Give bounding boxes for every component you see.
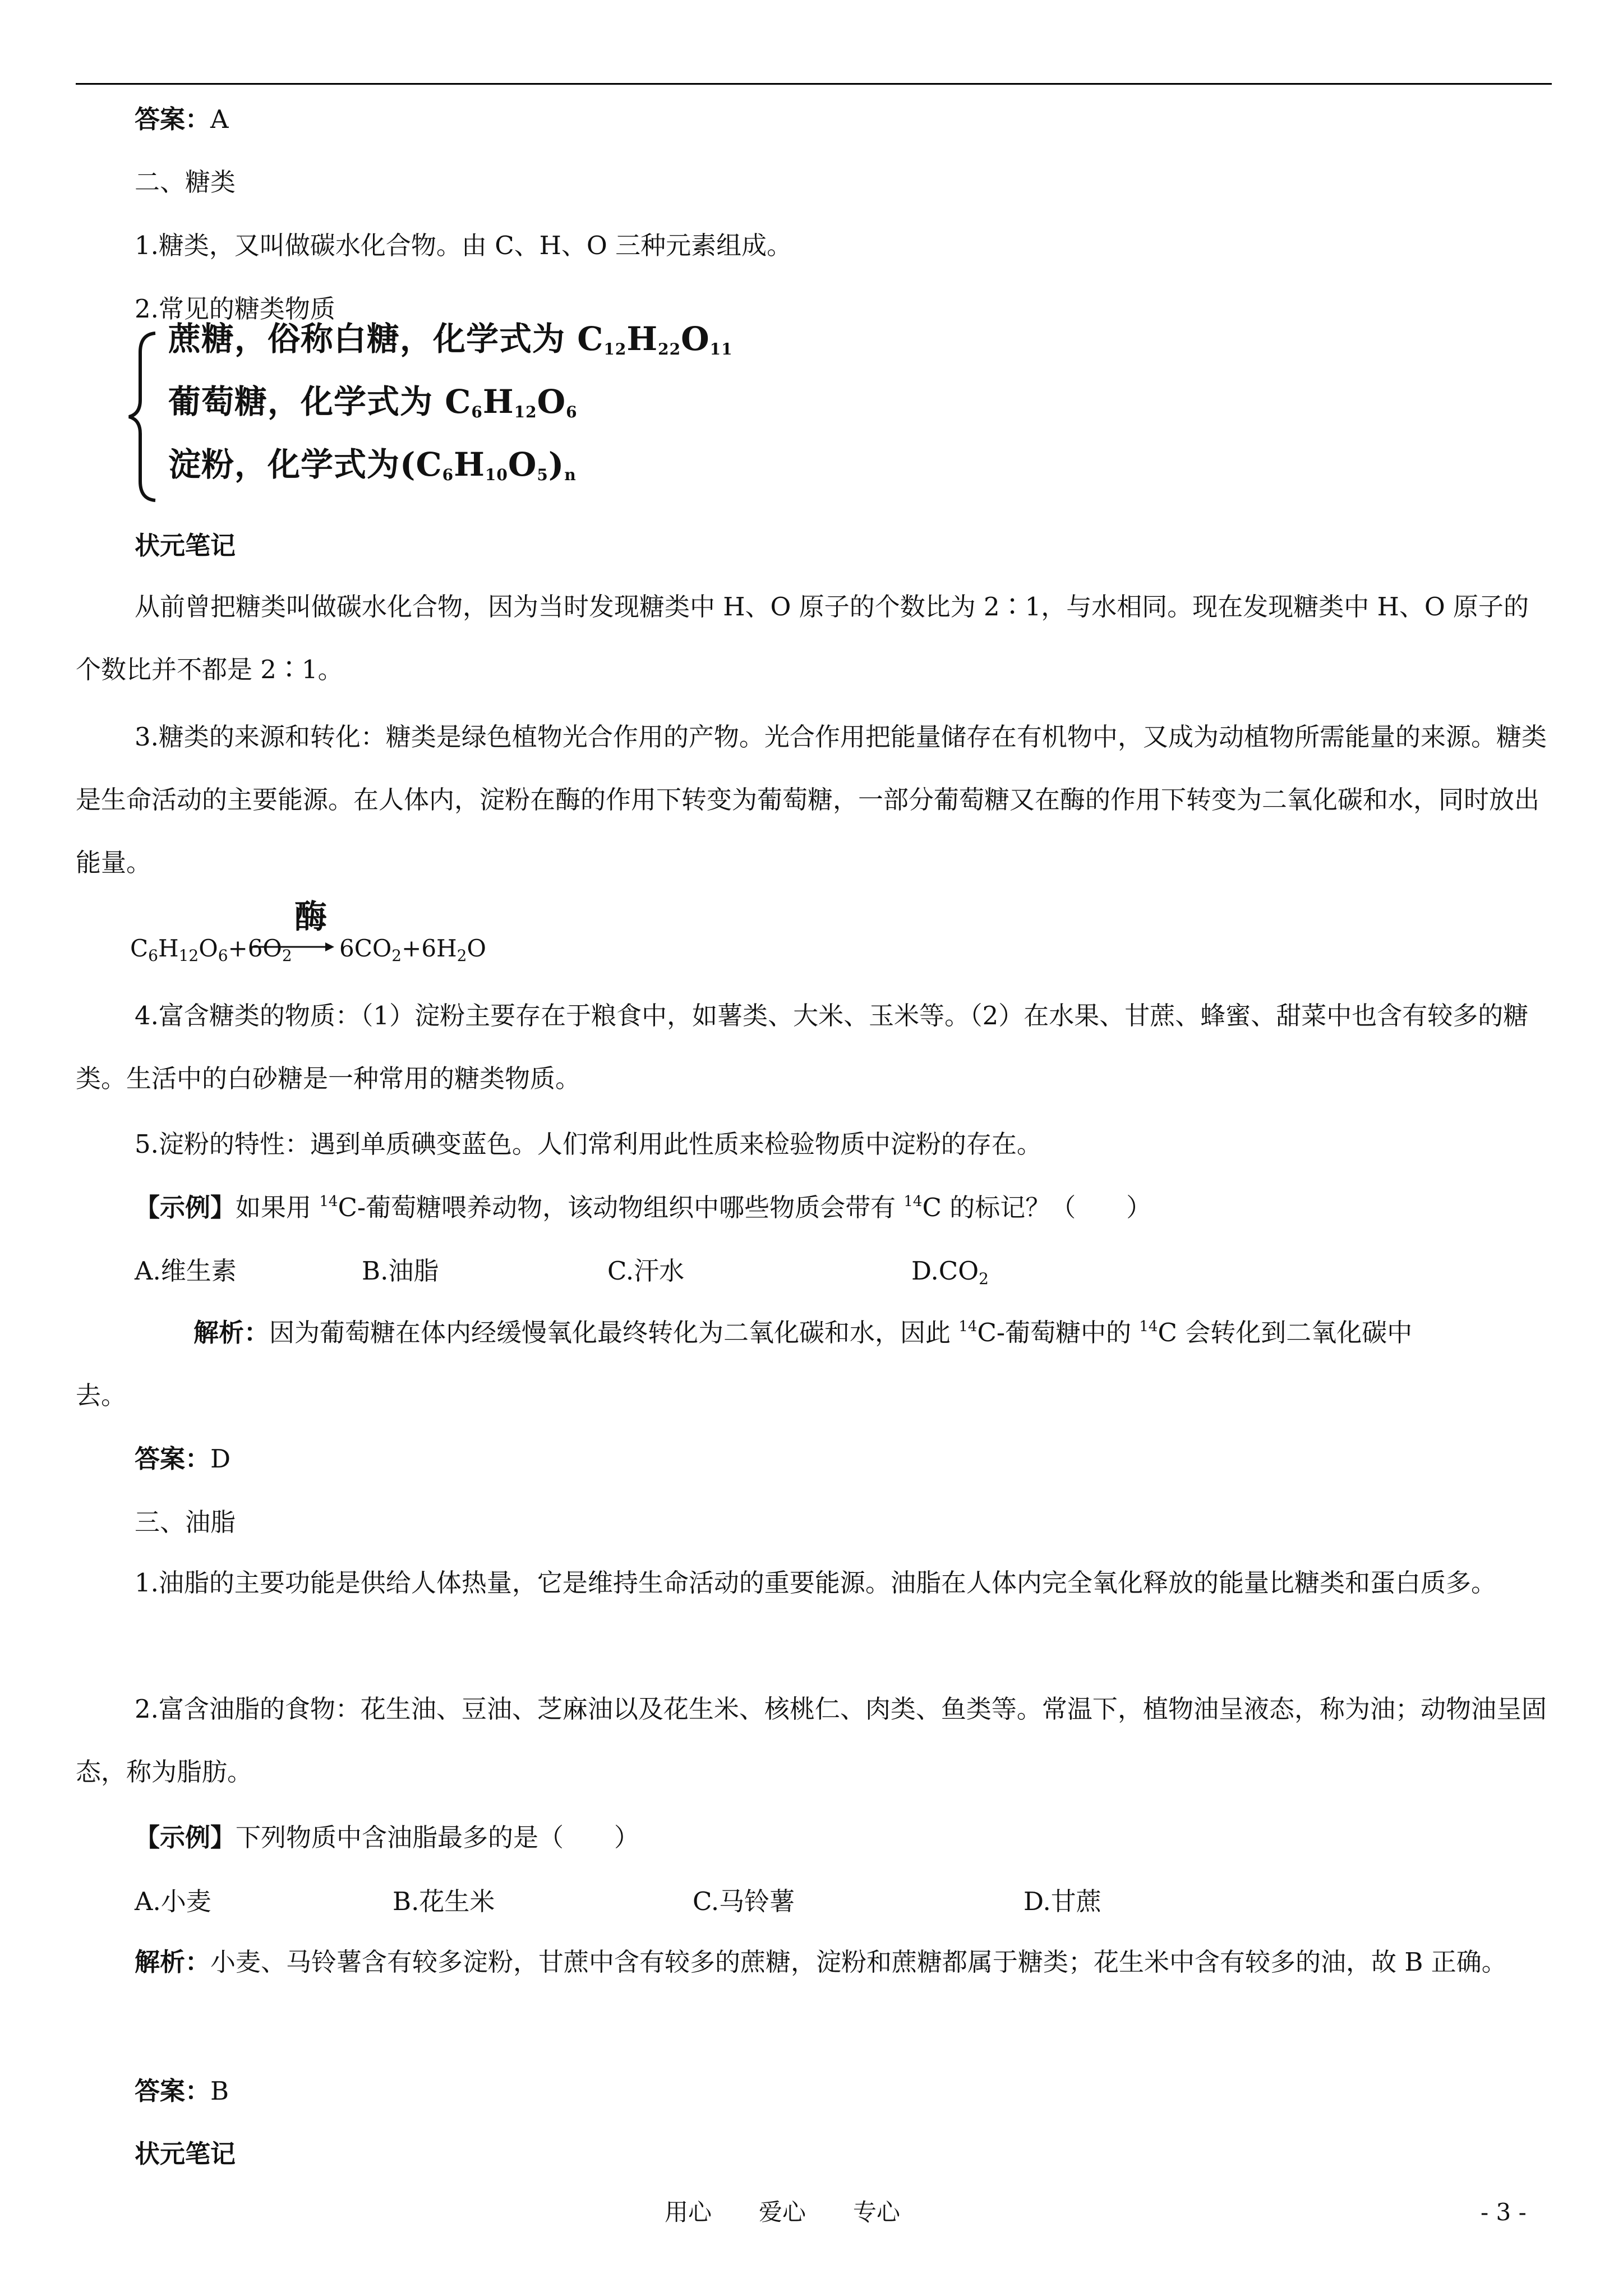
analysis-1-line2: 去。 [76,1381,127,1410]
starch-line: 淀粉，化学式为$(C_6H_{10}O_5)_n$ [168,445,577,484]
enzyme-label: 酶 [294,898,328,936]
note-paragraph: 从前曾把糖类叫做碳水化合物，因为当时发现糖类中 H、O 原子的个数比为 2∶1，与水相同。现在发现糖类中 H、O 原子的个数比并不都是 2∶1。 [76,592,1529,684]
answer-a: 答案：A [135,104,229,134]
oil-function-paragraph: 1.油脂的主要功能是供给人体热量，它是维持生命活动的重要能源。油脂在人体内完全氧化释放的能量比糖类和蛋白质多。 [135,1568,1496,1598]
sugar-definition: 1.糖类，又叫做碳水化合物。由 C、H、O 三种元素组成。 [135,231,792,260]
answer-d: 答案：D [135,1444,231,1474]
footer-motto: 用心 爱心 专心 [665,2198,901,2226]
note-heading-2: 状元笔记 [135,2139,236,2169]
example-1-question: 【示例】如果用 $^{14}$C-葡萄糖喂养动物，该动物组织中哪些物质会带有 $^{14}$C 的标记？（ ） [135,1193,1152,1222]
note-heading: 状元笔记 [135,531,236,560]
arrow-icon [251,940,335,954]
oil-foods-paragraph: 2.富含油脂的食物：花生油、豆油、芝麻油以及花生米、核桃仁、肉类、鱼类等。常温下，植物油呈液态，称为油；动物油呈固态，称为脂肪。 [76,1694,1547,1787]
brace-icon [125,330,158,504]
example-1-option-b: B.油脂 [362,1256,439,1286]
analysis-2-paragraph: 解析：小麦、马铃薯含有较多淀粉，甘蔗中含有较多的蔗糖，淀粉和蔗糖都属于糖类；花生米中含有较多的油，故 B 正确。 [135,1947,1507,1977]
example-1-option-d: $D.CO_2$ [911,1256,989,1288]
starch-property: 5.淀粉的特性：遇到单质碘变蓝色。人们常利用此性质来检验物质中淀粉的存在。 [135,1129,1042,1159]
example-2-option-a: A.小麦 [135,1887,211,1916]
example-1-option-c: C.汗水 [607,1256,685,1286]
answer-b: 答案：B [135,2076,229,2106]
section-sugars-heading: 二、糖类 [135,167,236,197]
section-oils-heading: 三、油脂 [135,1507,236,1537]
example-2-question: 【示例】下列物质中含油脂最多的是（ ） [135,1823,640,1852]
sugar-source-paragraph: 3.糖类的来源和转化：糖类是绿色植物光合作用的产物。光合作用把能量储存在有机物中，又成为动植物所需能量的来源。糖类是生命活动的主要能源。在人体内，淀粉在酶的作用下转变为葡萄糖，一部分葡萄糖又在酶的作用下转变为二氧化碳和水，同时放出能量。 [76,722,1547,877]
page-number: - 3 - [1481,2198,1527,2226]
glucose-line: 葡萄糖，化学式为 $C_6H_{12}O_6$ [168,383,578,421]
sucrose-line: 蔗糖，俗称白糖，化学式为 $C_{12}H_{22}O_{11}$ [168,320,733,358]
example-1-option-a: A.维生素 [135,1256,237,1286]
header-rule [76,83,1552,85]
analysis-1-line1: 解析：因为葡萄糖在体内经缓慢氧化最终转化为二氧化碳和水，因此 $^{14}$C-葡萄糖中的 $^{14}$C 会转化到二氧化碳中 [193,1318,1413,1347]
reaction-reactants: $C_6H_{12}O_6+6O_2$ [130,935,292,965]
common-sugars-heading: 2.常见的糖类物质 [135,294,335,324]
example-2-option-d: D.甘蔗 [1023,1887,1101,1916]
example-2-option-c: C.马铃薯 [693,1887,795,1916]
example-2-option-b: B.花生米 [393,1887,495,1916]
sugar-rich-paragraph: 4.富含糖类的物质：（1）淀粉主要存在于粮食中，如薯类、大米、玉米等。（2）在水果、甘蔗、蜂蜜、甜菜中也含有较多的糖类。生活中的白砂糖是一种常用的糖类物质。 [76,1001,1529,1093]
reaction-products: $6CO_2+6H_2O$ [339,935,486,965]
